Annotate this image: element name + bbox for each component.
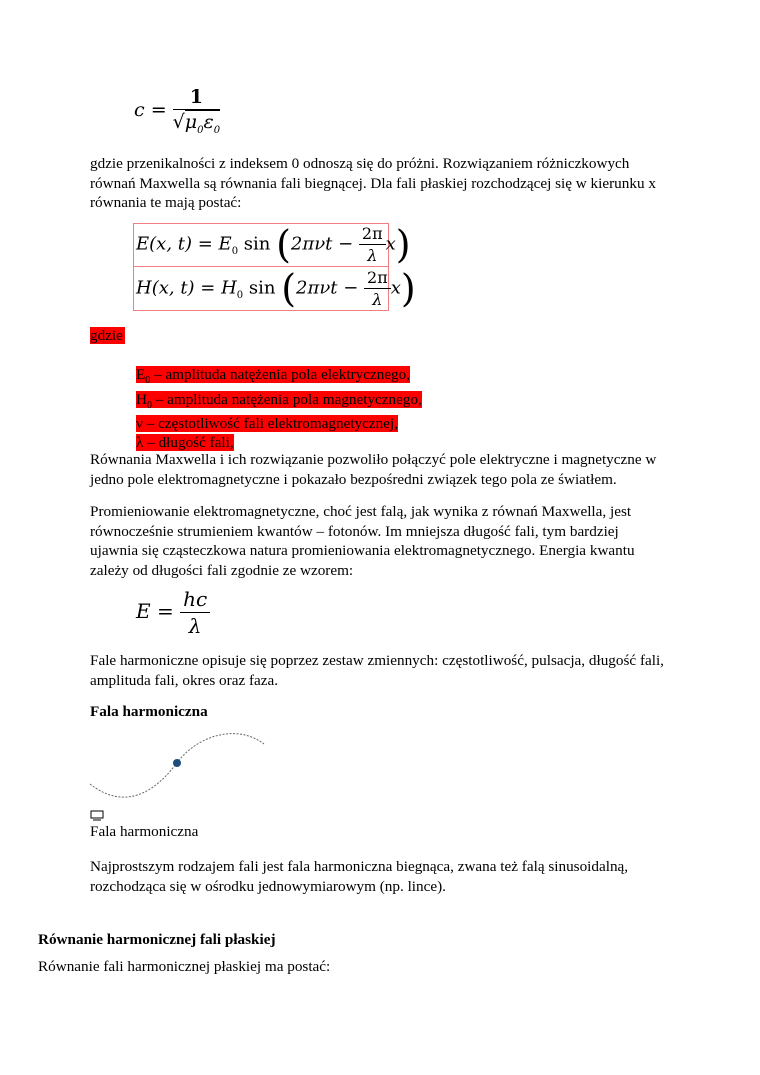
- equation-fn: sin: [238, 233, 277, 255]
- formula-lhs: c: [134, 98, 145, 121]
- text-line: Równania Maxwella i ich rozwiązanie pozwoliło połączyć pole elektryczne i magnetyczne w: [90, 451, 657, 468]
- paragraph-sinusoidal: [90, 857, 628, 896]
- text-line: rozchodząca się w ośrodku jednowymiarowym (np. lince).: [90, 877, 446, 895]
- paragraph-plane-wave: Równanie fali harmonicznej płaskiej ma postać:: [38, 958, 331, 975]
- equation-x: x: [385, 233, 396, 255]
- definition-item: λ – długość fali,: [136, 433, 234, 451]
- equation-E: E(x, $t) = E_0$ sin (2πνt − $\frac{2\pi}{\lambda}$ x): [136, 222, 411, 267]
- text-line: jedno pole elektromagnetyczne i pokazało bezpośredni związek tego pola ze światłem.: [90, 470, 617, 488]
- text-line: Promieniowanie elektromagnetyczne, choć jest falą, jak wynika z równań Maxwella, jest: [90, 503, 632, 520]
- paragraph-harmonic-vars: [90, 651, 664, 690]
- paragraph-intro: [90, 154, 656, 213]
- fraction-numerator: 2π: [364, 268, 391, 289]
- definition-item: $H_0$ – amplituda natężenia pola magnetycznego,: [136, 390, 422, 411]
- formula-fraction: [173, 86, 220, 136]
- definitions-list: [136, 366, 422, 452]
- formula-denominator: [173, 110, 220, 136]
- harmonic-wave-figure: [88, 726, 268, 806]
- paragraph-photons: [90, 502, 635, 580]
- text-line: gdzie przenikalności z indeksem 0 odnoszą się do próżni. Rozwiązaniem różniczkowych: [90, 155, 630, 172]
- equation-inner: 2πνt −: [290, 233, 359, 255]
- mu-subscript: 0: [197, 124, 204, 136]
- text-line: równań Maxwella są równania fali biegnącej. Dla fali płaskiej rozchodzącej się w kierunku x: [90, 174, 656, 192]
- equation-lhs: E(x, t) = E: [136, 233, 232, 255]
- equation-fn: sin: [243, 277, 282, 299]
- text-line: zależy od długości fali zgodnie ze wzorem:: [90, 561, 354, 579]
- equation-lhs: H(x, t) = H: [136, 277, 237, 299]
- definition-item: ν – częstotliwość fali elektromagnetycznej,: [136, 415, 399, 433]
- text-line: równania te mają postać:: [90, 194, 242, 211]
- formula-numerator: 1: [173, 86, 220, 110]
- equation-x: x: [390, 277, 401, 299]
- formula-fraction: [180, 587, 210, 638]
- epsilon-subscript: 0: [213, 124, 221, 136]
- formula-equals: =: [150, 98, 167, 121]
- definition-item: $E_0$ – amplituda natężenia pola elektrycznego,: [136, 366, 411, 387]
- text-line: ujawnia się cząsteczkowa natura promieniowania elektromagnetycznego. Energia kwantu: [90, 542, 635, 559]
- epsilon-symbol: ε: [203, 111, 214, 133]
- fraction-denominator: λ: [367, 246, 378, 265]
- gdzie-label: gdzie: [90, 327, 123, 344]
- equation-H: H(x, $t) = H_0$ sin (2πνt − $\frac{2\pi}{\lambda}$ x): [136, 266, 416, 311]
- equation-inner: 2πνt −: [296, 277, 365, 299]
- wave-point: [173, 759, 181, 767]
- formula-equals: =: [156, 599, 174, 623]
- equation-subscript: 0: [236, 290, 244, 302]
- formula-numerator: hc: [180, 587, 210, 613]
- image-placeholder-icon: [90, 810, 104, 821]
- fraction-denominator: λ: [372, 290, 383, 309]
- equation-subscript: 0: [231, 246, 239, 258]
- figure-caption: Fala harmoniczna: [90, 823, 199, 840]
- figure-title: Fala harmoniczna: [90, 703, 208, 720]
- text-line: równocześnie strumieniem kwantów – fotonów. Im mniejsza długość fali, tym bardziej: [90, 522, 619, 540]
- formula-lhs: E: [136, 599, 151, 623]
- formula-photon-energy: [136, 587, 210, 638]
- text-line: amplituda fali, okres oraz faza.: [90, 671, 279, 689]
- text-line: Najprostszym rodzajem fali jest fala harmoniczna biegnąca, zwana też falą sinusoidalną,: [90, 858, 629, 875]
- text-line: Fale harmoniczne opisuje się poprzez zestaw zmiennych: częstotliwość, pulsacja, długość fali,: [90, 652, 664, 669]
- paragraph-maxwell: [90, 450, 656, 489]
- section-heading: Równanie harmonicznej fali płaskiej: [38, 931, 276, 948]
- wave-equations: [133, 222, 416, 311]
- sqrt-symbol: √: [172, 111, 185, 133]
- formula-denominator: λ: [188, 614, 202, 638]
- mu-symbol: μ: [184, 111, 198, 133]
- formula-speed-of-light: [134, 86, 220, 136]
- fraction-numerator: 2π: [359, 224, 386, 245]
